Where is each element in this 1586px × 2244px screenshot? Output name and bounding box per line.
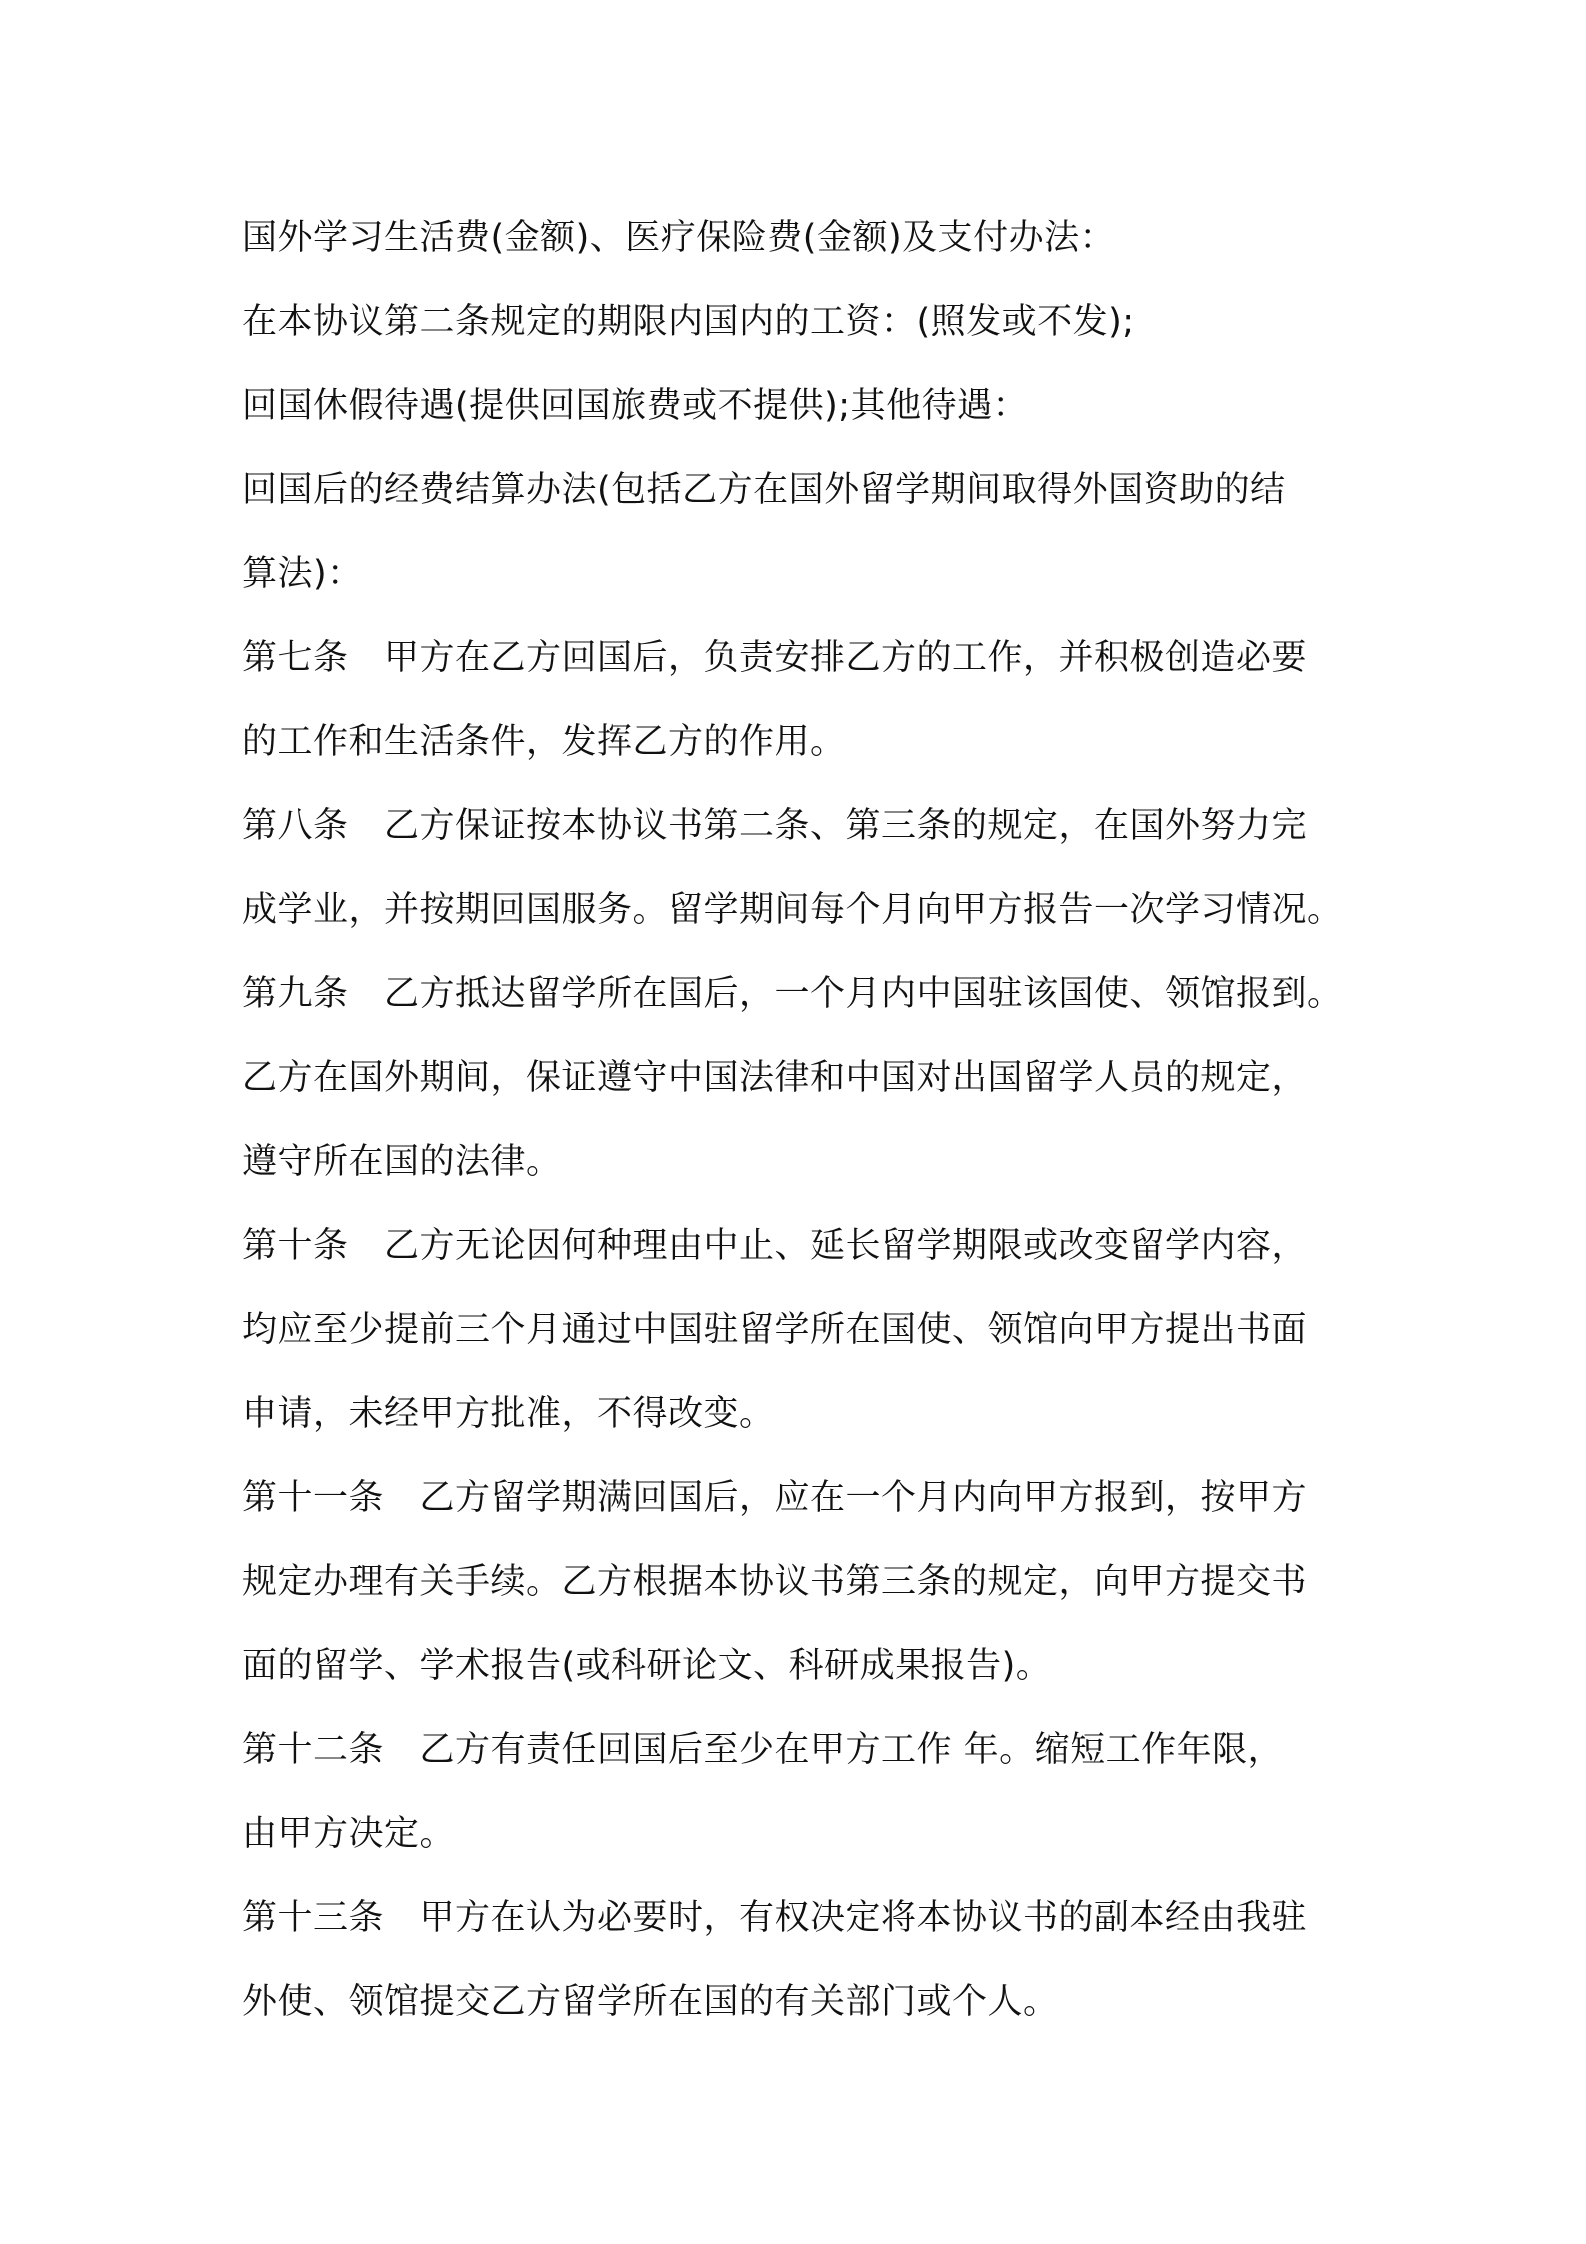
text-line: 面的留学、学术报告(或科研论文、科研成果报告)。	[242, 1646, 1052, 1686]
text-line: 第十三条 甲方在认为必要时，有权决定将本协议书的副本经由我驻	[242, 1898, 1308, 1938]
text-line: 均应至少提前三个月通过中国驻留学所在国使、领馆向甲方提出书面	[242, 1310, 1308, 1350]
text-line: 第八条 乙方保证按本协议书第二条、第三条的规定，在国外努力完	[242, 806, 1308, 846]
text-line: 第九条 乙方抵达留学所在国后，一个月内中国驻该国使、领馆报到。	[242, 974, 1343, 1014]
text-line: 在本协议第二条规定的期限内国内的工资：(照发或不发);	[242, 302, 1135, 342]
text-line: 算法)：	[242, 554, 363, 594]
text-line: 乙方在国外期间，保证遵守中国法律和中国对出国留学人员的规定，	[242, 1058, 1308, 1098]
text-line: 第十条 乙方无论因何种理由中止、延长留学期限或改变留学内容，	[242, 1226, 1308, 1266]
text-line: 的工作和生活条件，发挥乙方的作用。	[242, 722, 846, 762]
text-line: 第七条 甲方在乙方回国后，负责安排乙方的工作，并积极创造必要	[242, 638, 1308, 678]
text-line: 申请，未经甲方批准，不得改变。	[242, 1394, 775, 1434]
text-line: 遵守所在国的法律。	[242, 1142, 562, 1182]
text-line: 外使、领馆提交乙方留学所在国的有关部门或个人。	[242, 1982, 1059, 2022]
text-line: 国外学习生活费(金额)、医疗保险费(金额)及支付办法：	[242, 218, 1116, 258]
text-line: 第十二条 乙方有责任回国后至少在甲方工作 年。缩短工作年限，	[242, 1730, 1284, 1770]
document-body	[242, 196, 1362, 2044]
text-line: 规定办理有关手续。乙方根据本协议书第三条的规定，向甲方提交书	[242, 1562, 1308, 1602]
text-line: 第十一条 乙方留学期满回国后，应在一个月内向甲方报到，按甲方	[242, 1478, 1308, 1518]
text-line: 成学业，并按期回国服务。留学期间每个月向甲方报告一次学习情况。	[242, 890, 1343, 930]
text-line: 回国后的经费结算办法(包括乙方在国外留学期间取得外国资助的结	[242, 470, 1286, 510]
text-line: 回国休假待遇(提供回国旅费或不提供);其他待遇：	[242, 386, 1029, 426]
text-line: 由甲方决定。	[242, 1814, 456, 1854]
